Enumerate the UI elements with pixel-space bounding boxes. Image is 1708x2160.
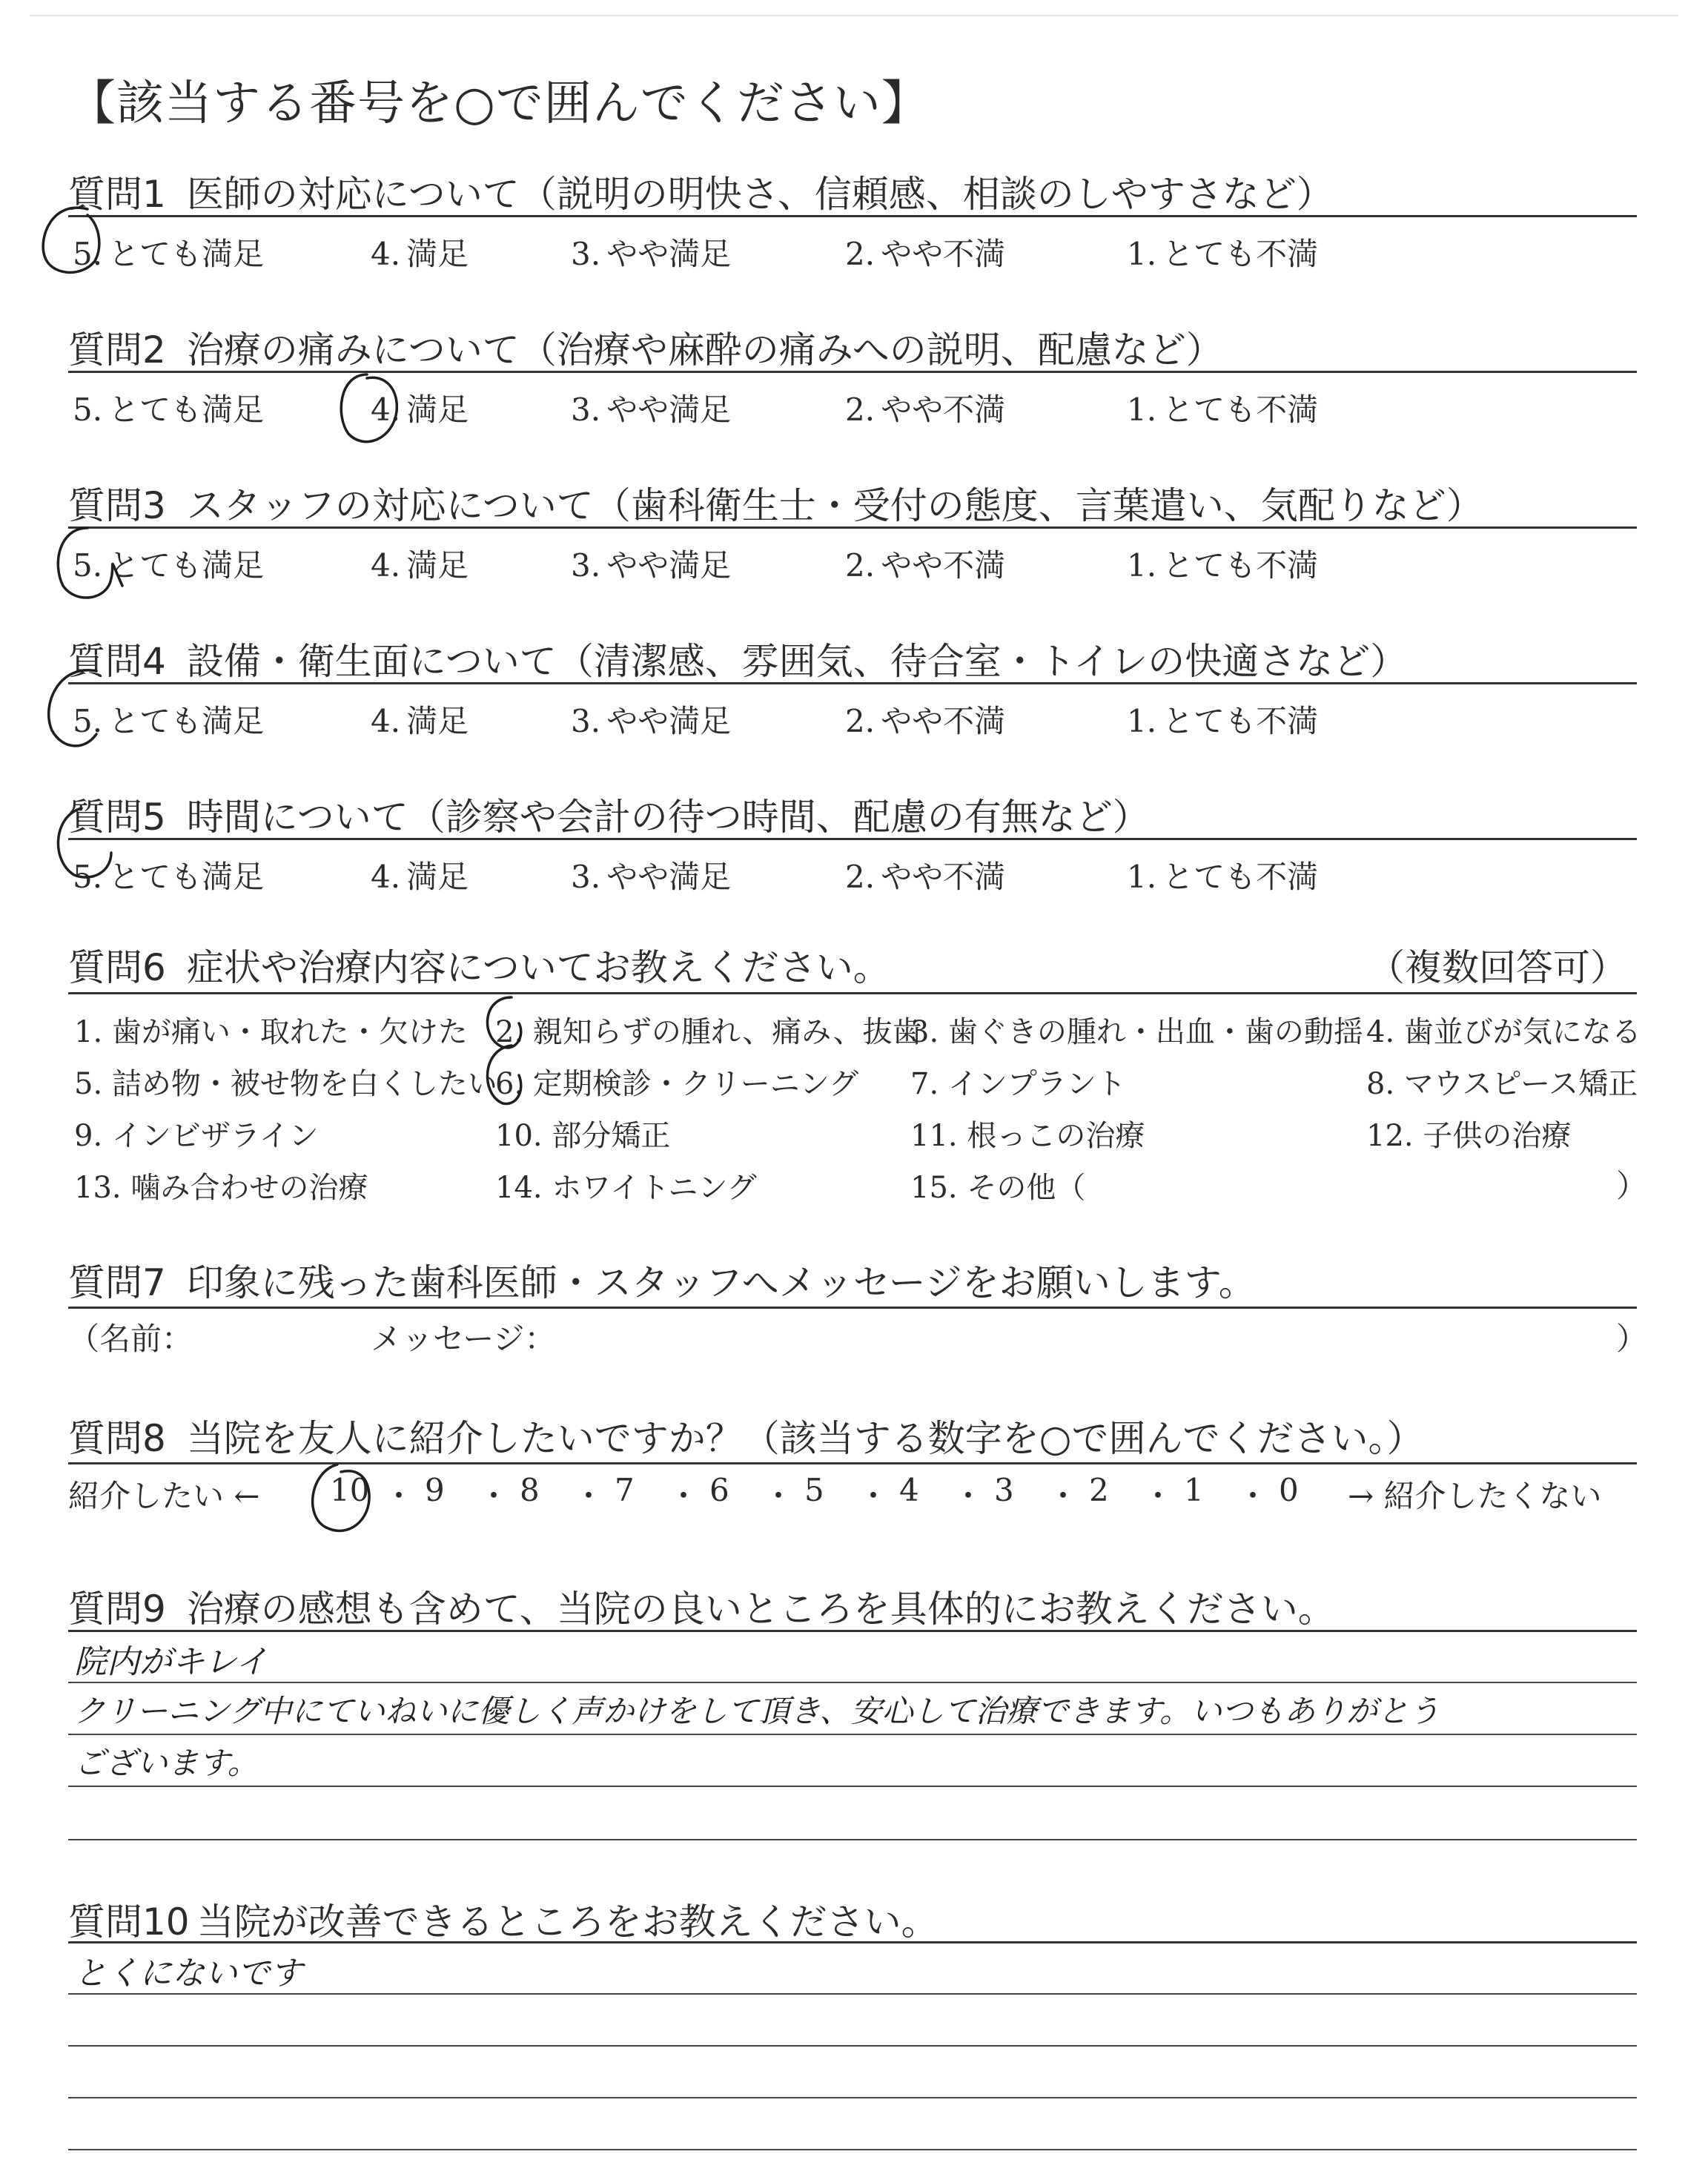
option-label: とても不満 xyxy=(1162,236,1319,272)
q8-rule xyxy=(68,1462,1637,1464)
option-label: やや不満 xyxy=(881,859,1006,895)
option-number: 3. xyxy=(571,547,601,584)
q2-rule xyxy=(68,371,1637,373)
q6-number: 質問6 xyxy=(68,946,166,989)
option-number: 3. xyxy=(571,859,601,895)
q3-heading xyxy=(68,476,1483,529)
q8-scale-separator: ・ xyxy=(573,1478,605,1514)
q6-item-4[interactable]: 4. 歯並びが気になる xyxy=(1366,1015,1641,1049)
q8-scale-6[interactable]: 6 xyxy=(709,1472,729,1508)
option-number: 2. xyxy=(845,859,875,895)
q6-item-11[interactable]: 11. 根っこの治療 xyxy=(910,1119,1145,1153)
q6-text: 症状や治療内容についてお教えください。 xyxy=(186,946,890,989)
option-label: やや満足 xyxy=(606,859,732,895)
option-number: 5. xyxy=(73,703,103,739)
q7-message-label: メッセージ： xyxy=(371,1321,556,1357)
q9-line xyxy=(68,1682,1637,1683)
q5-heading xyxy=(68,787,1150,841)
q5-option-5[interactable] xyxy=(73,853,264,897)
q8-scale-separator: ・ xyxy=(953,1478,984,1514)
q4-text: 設備・衛生面について（清潔感、雰囲気、待合室・トイレの快適さなど） xyxy=(186,640,1408,683)
q9-number: 質問9 xyxy=(68,1588,166,1631)
option-label: やや満足 xyxy=(606,703,732,739)
q10-number: 質問10 xyxy=(68,1900,190,1943)
option-number: 1. xyxy=(1127,392,1157,428)
page-title: 【該当する番号を○で囲んでください】 xyxy=(68,76,930,131)
q9-text: 治療の感想も含めて、当院の良いところを具体的にお教えください。 xyxy=(186,1588,1335,1631)
q4-rule xyxy=(68,682,1637,684)
option-number: 1. xyxy=(1127,236,1157,272)
q1-option-3[interactable] xyxy=(571,230,731,274)
q8-scale-7[interactable]: 7 xyxy=(615,1472,635,1508)
q10-line xyxy=(68,1993,1637,1995)
option-number: 4. xyxy=(371,547,401,584)
q9-line xyxy=(68,1734,1637,1735)
option-label: とても不満 xyxy=(1162,547,1319,584)
option-number: 3. xyxy=(571,392,601,428)
q3-number: 質問3 xyxy=(68,484,166,527)
q10-rule xyxy=(68,1941,1637,1943)
q5-option-4[interactable] xyxy=(371,853,469,897)
option-number: 3. xyxy=(571,703,601,739)
q5-number: 質問5 xyxy=(68,796,166,839)
q8-right-label: → 紹介したくない xyxy=(1348,1478,1602,1514)
q5-option-1[interactable] xyxy=(1127,853,1318,897)
q7-name-label: （名前： xyxy=(68,1321,193,1357)
q6-item-3[interactable]: 3. 歯ぐきの腫れ・出血・歯の動揺 xyxy=(910,1015,1363,1049)
q2-option-5[interactable] xyxy=(73,386,264,430)
option-number: 4. xyxy=(371,236,401,272)
option-number: 4. xyxy=(371,703,401,739)
q5-text: 時間について（診察や会計の待つ時間、配慮の有無など） xyxy=(186,796,1150,839)
q10-heading xyxy=(68,1892,939,1946)
q4-option-2[interactable] xyxy=(845,697,1005,742)
q8-scale-4[interactable]: 4 xyxy=(899,1472,919,1508)
q8-scale-3[interactable]: 3 xyxy=(994,1472,1014,1508)
option-label: とても不満 xyxy=(1162,703,1319,739)
option-label: やや不満 xyxy=(881,703,1006,739)
option-label: やや満足 xyxy=(606,236,732,272)
option-number: 1. xyxy=(1127,703,1157,739)
option-label: やや不満 xyxy=(881,236,1006,272)
q6-item-9[interactable]: 9. インビザライン xyxy=(74,1119,319,1153)
q8-scale-separator: ・ xyxy=(383,1478,415,1514)
option-number: 1. xyxy=(1127,859,1157,895)
option-number: 5. xyxy=(73,547,103,584)
q2-text: 治療の痛みについて（治療や麻酔の痛みへの説明、配慮など） xyxy=(186,328,1223,371)
q6-item-15[interactable]: 15. その他（ xyxy=(910,1171,1086,1205)
option-number: 1. xyxy=(1127,547,1157,584)
option-label: とても満足 xyxy=(108,547,265,584)
q4-number: 質問4 xyxy=(68,640,166,683)
q9-line xyxy=(68,1786,1637,1787)
q9-line xyxy=(68,1839,1637,1840)
q8-scale-separator: ・ xyxy=(763,1478,795,1514)
q6-item-13[interactable]: 13. 噛み合わせの治療 xyxy=(74,1171,368,1205)
q8-text: 当院を友人に紹介したいですか？（該当する数字を○で囲んでください。） xyxy=(186,1417,1424,1460)
q2-option-1[interactable] xyxy=(1127,386,1318,430)
q4-heading xyxy=(68,632,1407,685)
option-number: 2. xyxy=(845,703,875,739)
option-label: 満足 xyxy=(406,703,469,739)
q9-heading xyxy=(68,1579,1335,1633)
q6-rule xyxy=(68,992,1637,994)
q9-answer-line: クリーニング中にていねいに優しく声かけをして頂き、安心して治療できます。いつもありがとう xyxy=(74,1693,1440,1729)
q10-line xyxy=(68,2097,1637,2098)
q6-item-14[interactable]: 14. ホワイトニング xyxy=(495,1171,757,1205)
q6-item-2[interactable]: 2. 親知らずの腫れ、痛み、抜歯 xyxy=(495,1015,922,1049)
q6-item-7[interactable]: 7. インプラント xyxy=(910,1067,1126,1101)
q2-option-2[interactable] xyxy=(845,386,1005,430)
option-number: 4. xyxy=(371,392,401,428)
q6-item-12[interactable]: 12. 子供の治療 xyxy=(1366,1119,1572,1153)
q4-option-4[interactable] xyxy=(371,697,469,742)
option-number: 3. xyxy=(571,236,601,272)
q8-scale-separator: ・ xyxy=(668,1478,700,1514)
option-label: やや満足 xyxy=(606,547,732,584)
q1-number: 質問1 xyxy=(68,173,166,216)
q8-scale-separator: ・ xyxy=(1047,1478,1079,1514)
q5-option-3[interactable] xyxy=(571,853,731,897)
option-number: 5. xyxy=(73,236,103,272)
option-label: とても満足 xyxy=(108,703,265,739)
q6-item-1[interactable]: 1. 歯が痛い・取れた・欠けた xyxy=(74,1015,468,1049)
q8-scale-separator: ・ xyxy=(1237,1478,1269,1514)
q1-text: 医師の対応について（説明の明快さ、信頼感、相談のしやすさなど） xyxy=(186,173,1334,216)
q8-scale-0[interactable]: 0 xyxy=(1279,1472,1299,1508)
q2-option-3[interactable] xyxy=(571,386,731,430)
q7-heading xyxy=(68,1253,1256,1307)
q6-item-8[interactable]: 8. マウスピース矯正 xyxy=(1366,1067,1638,1101)
option-label: 満足 xyxy=(406,859,469,895)
q3-option-4[interactable] xyxy=(371,541,469,586)
q3-option-2[interactable] xyxy=(845,541,1005,586)
q4-option-3[interactable] xyxy=(571,697,731,742)
option-label: とても不満 xyxy=(1162,392,1319,428)
q6-other-close-paren: ） xyxy=(1616,1168,1648,1204)
option-label: とても満足 xyxy=(108,859,265,895)
q8-scale-separator: ・ xyxy=(1142,1478,1174,1514)
q6-heading xyxy=(68,938,890,991)
option-label: とても不満 xyxy=(1162,859,1319,895)
q8-heading xyxy=(68,1409,1423,1462)
q8-scale-separator: ・ xyxy=(858,1478,890,1514)
q8-scale-5[interactable]: 5 xyxy=(804,1472,824,1508)
q8-left-label: 紹介したい ← xyxy=(68,1478,260,1514)
option-label: やや不満 xyxy=(881,392,1006,428)
option-label: とても満足 xyxy=(108,392,265,428)
q6-item-6[interactable]: 6. 定期検診・クリーニング xyxy=(495,1067,859,1101)
q7-rule xyxy=(68,1307,1637,1309)
option-number: 2. xyxy=(845,236,875,272)
option-label: 満足 xyxy=(406,547,469,584)
q1-option-4[interactable] xyxy=(371,230,469,274)
option-label: とても満足 xyxy=(108,236,265,272)
option-number: 2. xyxy=(845,547,875,584)
q2-number: 質問2 xyxy=(68,328,166,371)
q10-line xyxy=(68,2045,1637,2047)
q10-text: 当院が改善できるところをお教えください。 xyxy=(196,1900,939,1943)
option-label: やや不満 xyxy=(881,547,1006,584)
q2-heading xyxy=(68,320,1223,374)
q9-rule xyxy=(68,1630,1637,1632)
q1-option-2[interactable] xyxy=(845,230,1005,274)
q8-scale-2[interactable]: 2 xyxy=(1089,1472,1109,1508)
option-number: 5. xyxy=(73,859,103,895)
q10-line xyxy=(68,2149,1637,2150)
q2-option-4[interactable] xyxy=(371,386,469,430)
q7-number: 質問7 xyxy=(68,1261,166,1304)
q6-note: （複数回答可） xyxy=(1368,946,1627,989)
option-label: 満足 xyxy=(406,392,469,428)
q1-rule xyxy=(68,215,1637,217)
q1-option-1[interactable] xyxy=(1127,230,1318,274)
q8-scale-10[interactable]: 10 xyxy=(330,1472,370,1508)
q1-heading xyxy=(68,165,1334,218)
q7-close-paren: ） xyxy=(1616,1321,1648,1357)
q3-option-3[interactable] xyxy=(571,541,731,586)
q4-option-5[interactable] xyxy=(73,697,264,742)
q5-option-2[interactable] xyxy=(845,853,1005,897)
q9-answer-line: 院内がキレイ xyxy=(74,1643,268,1681)
option-label: やや満足 xyxy=(606,392,732,428)
q3-option-1[interactable] xyxy=(1127,541,1318,586)
q8-scale-separator: ・ xyxy=(478,1478,510,1514)
q8-number: 質問8 xyxy=(68,1417,166,1460)
q6-item-10[interactable]: 10. 部分矯正 xyxy=(495,1119,671,1153)
q8-scale-9[interactable]: 9 xyxy=(425,1472,445,1508)
q1-option-5[interactable] xyxy=(73,230,264,274)
scan-top-edge xyxy=(30,15,1678,16)
option-label: 満足 xyxy=(406,236,469,272)
q3-text: スタッフの対応について（歯科衛生士・受付の態度、言葉遣い、気配りなど） xyxy=(186,484,1483,527)
q4-option-1[interactable] xyxy=(1127,697,1318,742)
q6-item-5[interactable]: 5. 詰め物・被せ物を白くしたい xyxy=(74,1067,497,1101)
q3-rule xyxy=(68,526,1637,529)
option-number: 2. xyxy=(845,392,875,428)
q8-scale-8[interactable]: 8 xyxy=(520,1472,540,1508)
q9-answer-line: ございます。 xyxy=(74,1745,259,1781)
option-number: 5. xyxy=(73,392,103,428)
q5-rule xyxy=(68,838,1637,840)
q8-scale-1[interactable]: 1 xyxy=(1184,1472,1204,1508)
option-number: 4. xyxy=(371,859,401,895)
q7-text: 印象に残った歯科医師・スタッフへメッセージをお願いします。 xyxy=(186,1261,1256,1304)
q10-answer-line: とくにないです xyxy=(74,1955,302,1992)
q3-option-5[interactable] xyxy=(73,541,264,586)
